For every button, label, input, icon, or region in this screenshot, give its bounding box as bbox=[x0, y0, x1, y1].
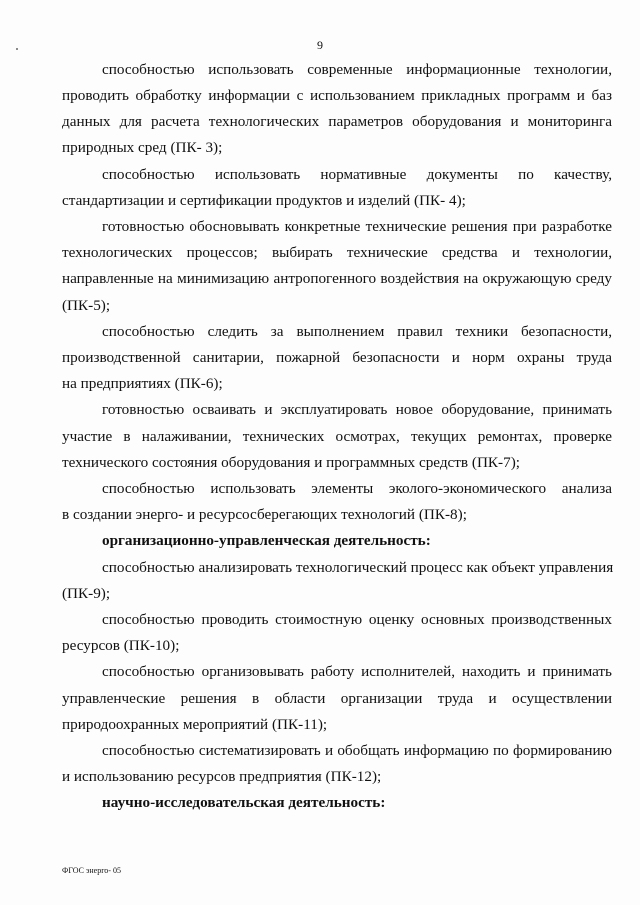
footer-label: ФГОС энерго- 05 bbox=[62, 866, 121, 875]
text-line: ресурсов (ПК-10); bbox=[62, 637, 180, 654]
text-line: технического состояния оборудования и программных средств (ПК-7); bbox=[62, 454, 520, 471]
text-line: способностью анализировать технологический процесс как объект управления bbox=[102, 559, 614, 576]
text-line: способностью использовать современные информационные технологии, bbox=[102, 61, 612, 78]
text-line: способностью проводить стоимостную оценку основных производственных bbox=[102, 611, 612, 628]
text-line: управленческие решения в области организации труда и осуществлении bbox=[62, 690, 612, 707]
text-line: (ПК-5); bbox=[62, 297, 111, 314]
page-number: 9 bbox=[317, 38, 323, 52]
text-line: способностью организовывать работу исполнителей, находить и принимать bbox=[102, 663, 612, 680]
text-line: способностью использовать нормативные документы по качеству, bbox=[102, 166, 612, 183]
text-line: способностью использовать элементы эколого-экономического анализа bbox=[102, 480, 612, 497]
text-line: участие в налаживании, технических осмотрах, текущих ремонтах, проверке bbox=[62, 428, 612, 445]
text-line: производственной санитарии, пожарной безопасности и норм охраны труда bbox=[62, 349, 612, 366]
text-line: готовностью обосновывать конкретные технические решения при разработке bbox=[102, 218, 612, 235]
section-heading: организационно-управленческая деятельность: bbox=[102, 532, 431, 549]
section-heading: научно-исследовательская деятельность: bbox=[102, 794, 386, 811]
text-line: в создании энерго- и ресурсосберегающих технологий (ПК-8); bbox=[62, 506, 467, 523]
text-line: направленные на минимизацию антропогенного воздействия на окружающую среду bbox=[62, 270, 612, 287]
text-line: проводить обработку информации с использованием прикладных программ и баз bbox=[62, 87, 612, 104]
text-line: данных для расчета технологических параметров оборудования и мониторинга bbox=[62, 113, 612, 130]
text-line: способностью систематизировать и обобщать информацию по формированию bbox=[102, 742, 612, 759]
text-line: стандартизации и сертификации продуктов и изделий (ПК- 4); bbox=[62, 192, 466, 209]
text-line: готовностью осваивать и эксплуатировать новое оборудование, принимать bbox=[102, 401, 612, 418]
text-line: природоохранных мероприятий (ПК-11); bbox=[62, 716, 328, 733]
text-line: технологических процессов; выбирать технические средства и технологии, bbox=[62, 244, 612, 261]
text-line: и использованию ресурсов предприятия (ПК-12); bbox=[62, 768, 382, 785]
text-line: природных сред (ПК- 3); bbox=[62, 139, 223, 156]
text-line: на предприятиях (ПК-6); bbox=[62, 375, 223, 392]
text-line: (ПК-9); bbox=[62, 585, 111, 602]
text-line: способностью следить за выполнением правил техники безопасности, bbox=[102, 323, 612, 340]
